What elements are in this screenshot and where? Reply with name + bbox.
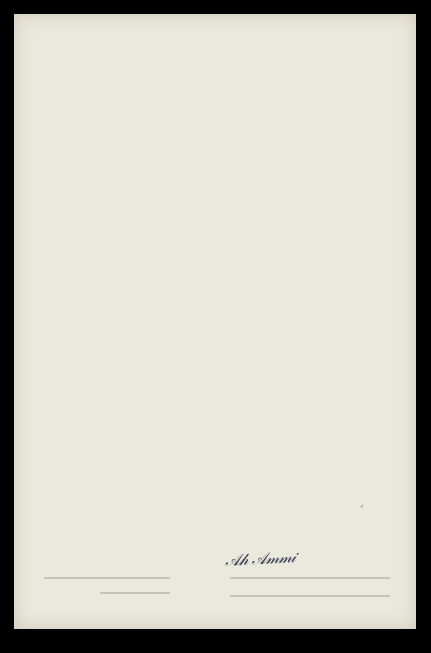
tick-mark-icon: ✓ (360, 505, 365, 510)
commander-signature: 𝒜𝒽 𝒜𝓂𝓂𝒾 (224, 547, 296, 570)
